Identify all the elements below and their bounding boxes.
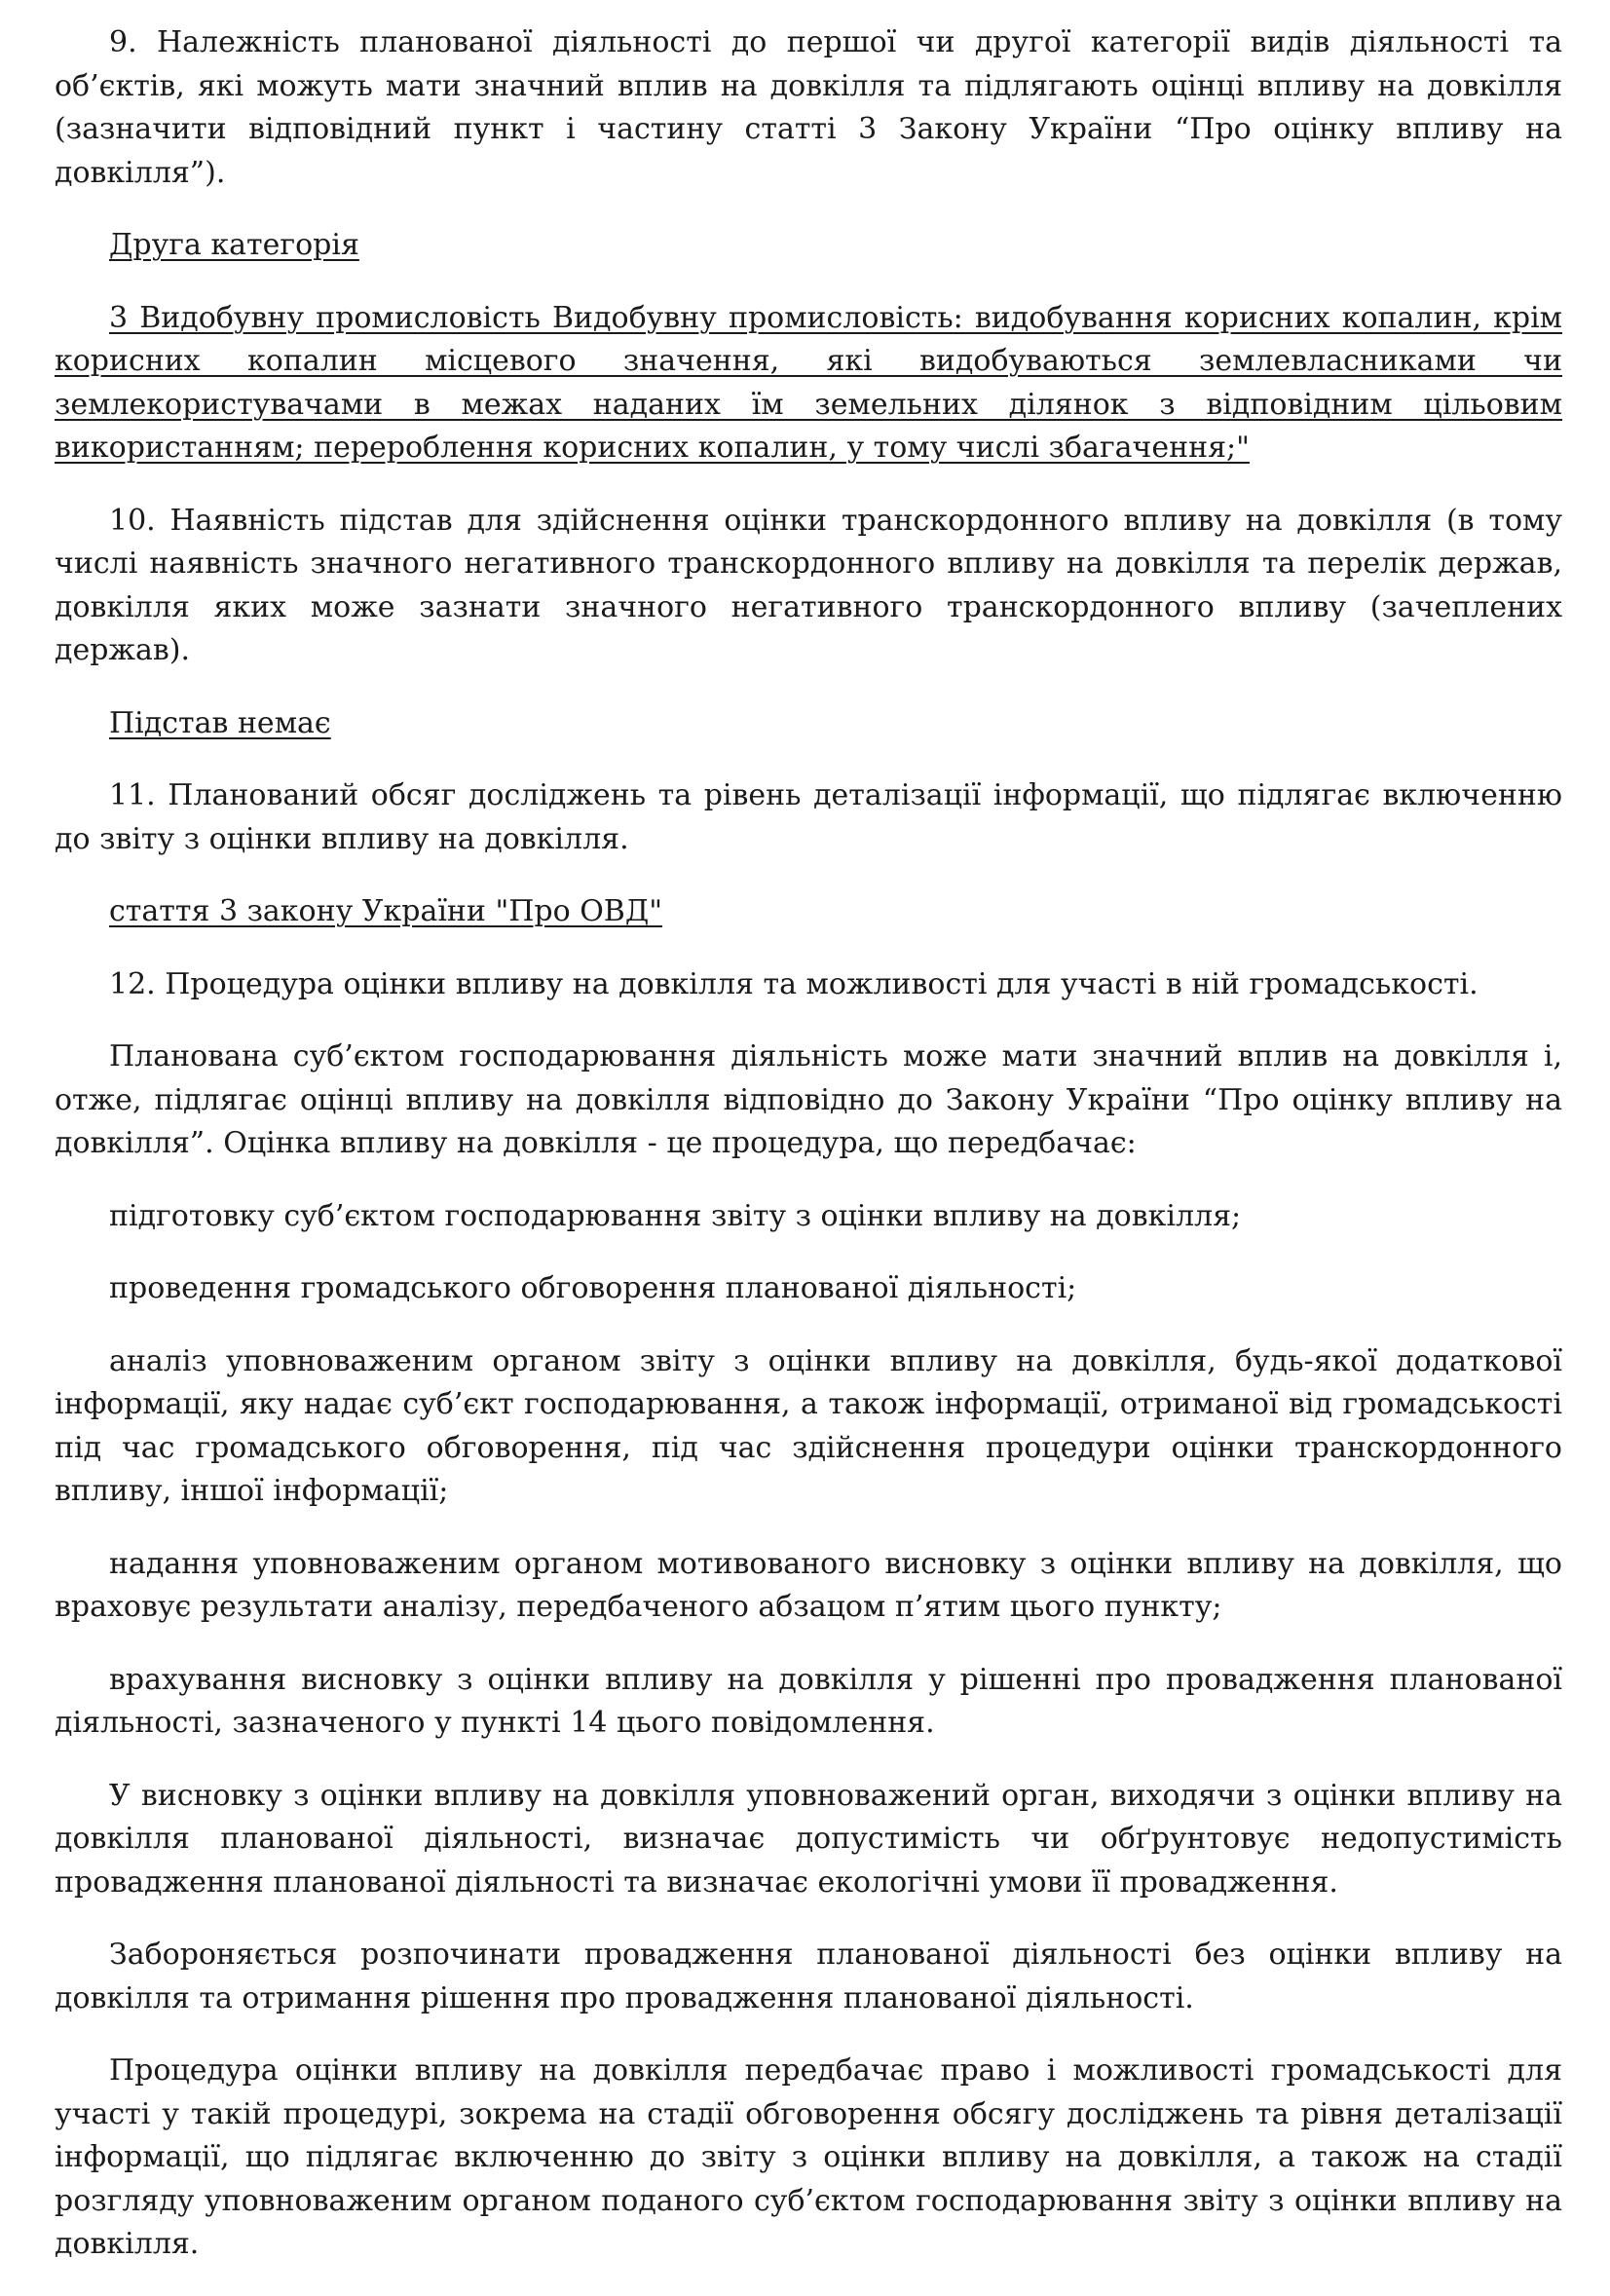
question-9: 9. Належність планованої діяльності до першої чи другої категорії видів діяльності та об’єктів, які можуть мати значний вплив на довкілля та підлягають оцінці впливу на довкілля (зазначити відповідний пункт і частину статті 3 Закону України “Про оцінку впливу на довкілля”). <box>55 25 1562 190</box>
question-11: 11. Планований обсяг досліджень та рівень деталізації інформації, що підлягає включенню до звіту з оцінки впливу на довкілля. <box>55 778 1562 856</box>
question-12: 12. Процедура оцінки впливу на довкілля та можливості для участі в ній громадськості. <box>109 966 1479 1001</box>
body-paragraph: Процедура оцінки впливу на довкілля передбачає право і можливості громадськості для участі у такій процедурі, зокрема на стадії обговорення обсягу досліджень та рівня деталізації інформації, що підлягає включенню до звіту з оцінки впливу на довкілля, а також на стадії розгляду уповноваженим органом поданого суб’єктом господарювання звіту з оцінки впливу на довкілля. <box>55 2053 1562 2261</box>
answer-category: Друга категорія <box>109 228 359 262</box>
document-page <box>55 21 1562 2296</box>
answer-transboundary: Підстав немає <box>109 705 331 740</box>
body-paragraph: надання уповноваженим органом мотивованого висновку з оцінки впливу на довкілля, що враховує результати аналізу, передбаченого абзацом п’ятим цього пункту; <box>55 1546 1562 1624</box>
answer-scope: стаття 3 закону України "Про ОВД" <box>109 894 663 928</box>
body-paragraph: підготовку суб’єктом господарювання звіту з оцінки впливу на довкілля; <box>109 1198 1242 1233</box>
question-10: 10. Наявність підстав для здійснення оцінки транскордонного впливу на довкілля (в тому числі наявність значного негативного транскордонного впливу на довкілля та перелік держав, довкілля яких може зазнати значного негативного транскордонного впливу (зачеплених держав). <box>55 503 1562 667</box>
body-paragraph: врахування висновку з оцінки впливу на довкілля у рішенні про провадження планованої діяльності, зазначеного у пункті 14 цього повідомлення. <box>55 1662 1562 1740</box>
body-paragraph: У висновку з оцінки впливу на довкілля уповноважений орган, виходячи з оцінки впливу на довкілля планованої діяльності, визначає допустимість чи обґрунтовує недопустимість провадження планованої діяльності та визначає екологічні умови її провадження. <box>55 1778 1562 1900</box>
body-paragraph: аналіз уповноваженим органом звіту з оцінки впливу на довкілля, будь-якої додаткової інформації, яку надає суб’єкт господарювання, а також інформації, отриманої від громадськості під час громадського обговорення, під час здійснення процедури оцінки транскордонного впливу, іншої інформації; <box>55 1343 1562 1508</box>
body-paragraph: Забороняється розпочинати провадження планованої діяльності без оцінки впливу на довкілля та отримання рішення про провадження планованої діяльності. <box>55 1938 1562 2015</box>
answer-activity-type: 3 Видобувну промисловість Видобувну промисловість: видобування корисних копалин, крім корисних копалин місцевого значення, які видобуваються землевласниками чи землекористувачами в межах наданих їм земельних ділянок з відповідним цільовим використанням; перероблення корисних копалин, у тому числі збагачення;" <box>55 300 1562 465</box>
body-paragraph: проведення громадського обговорення планованої діяльності; <box>109 1271 1077 1305</box>
body-paragraph: Планована суб’єктом господарювання діяльність може мати значний вплив на довкілля і, отже, підлягає оцінці впливу на довкілля відповідно до Закону України “Про оцінку впливу на довкілля”. Оцінка впливу на довкілля - це процедура, що передбачає: <box>55 1039 1562 1160</box>
